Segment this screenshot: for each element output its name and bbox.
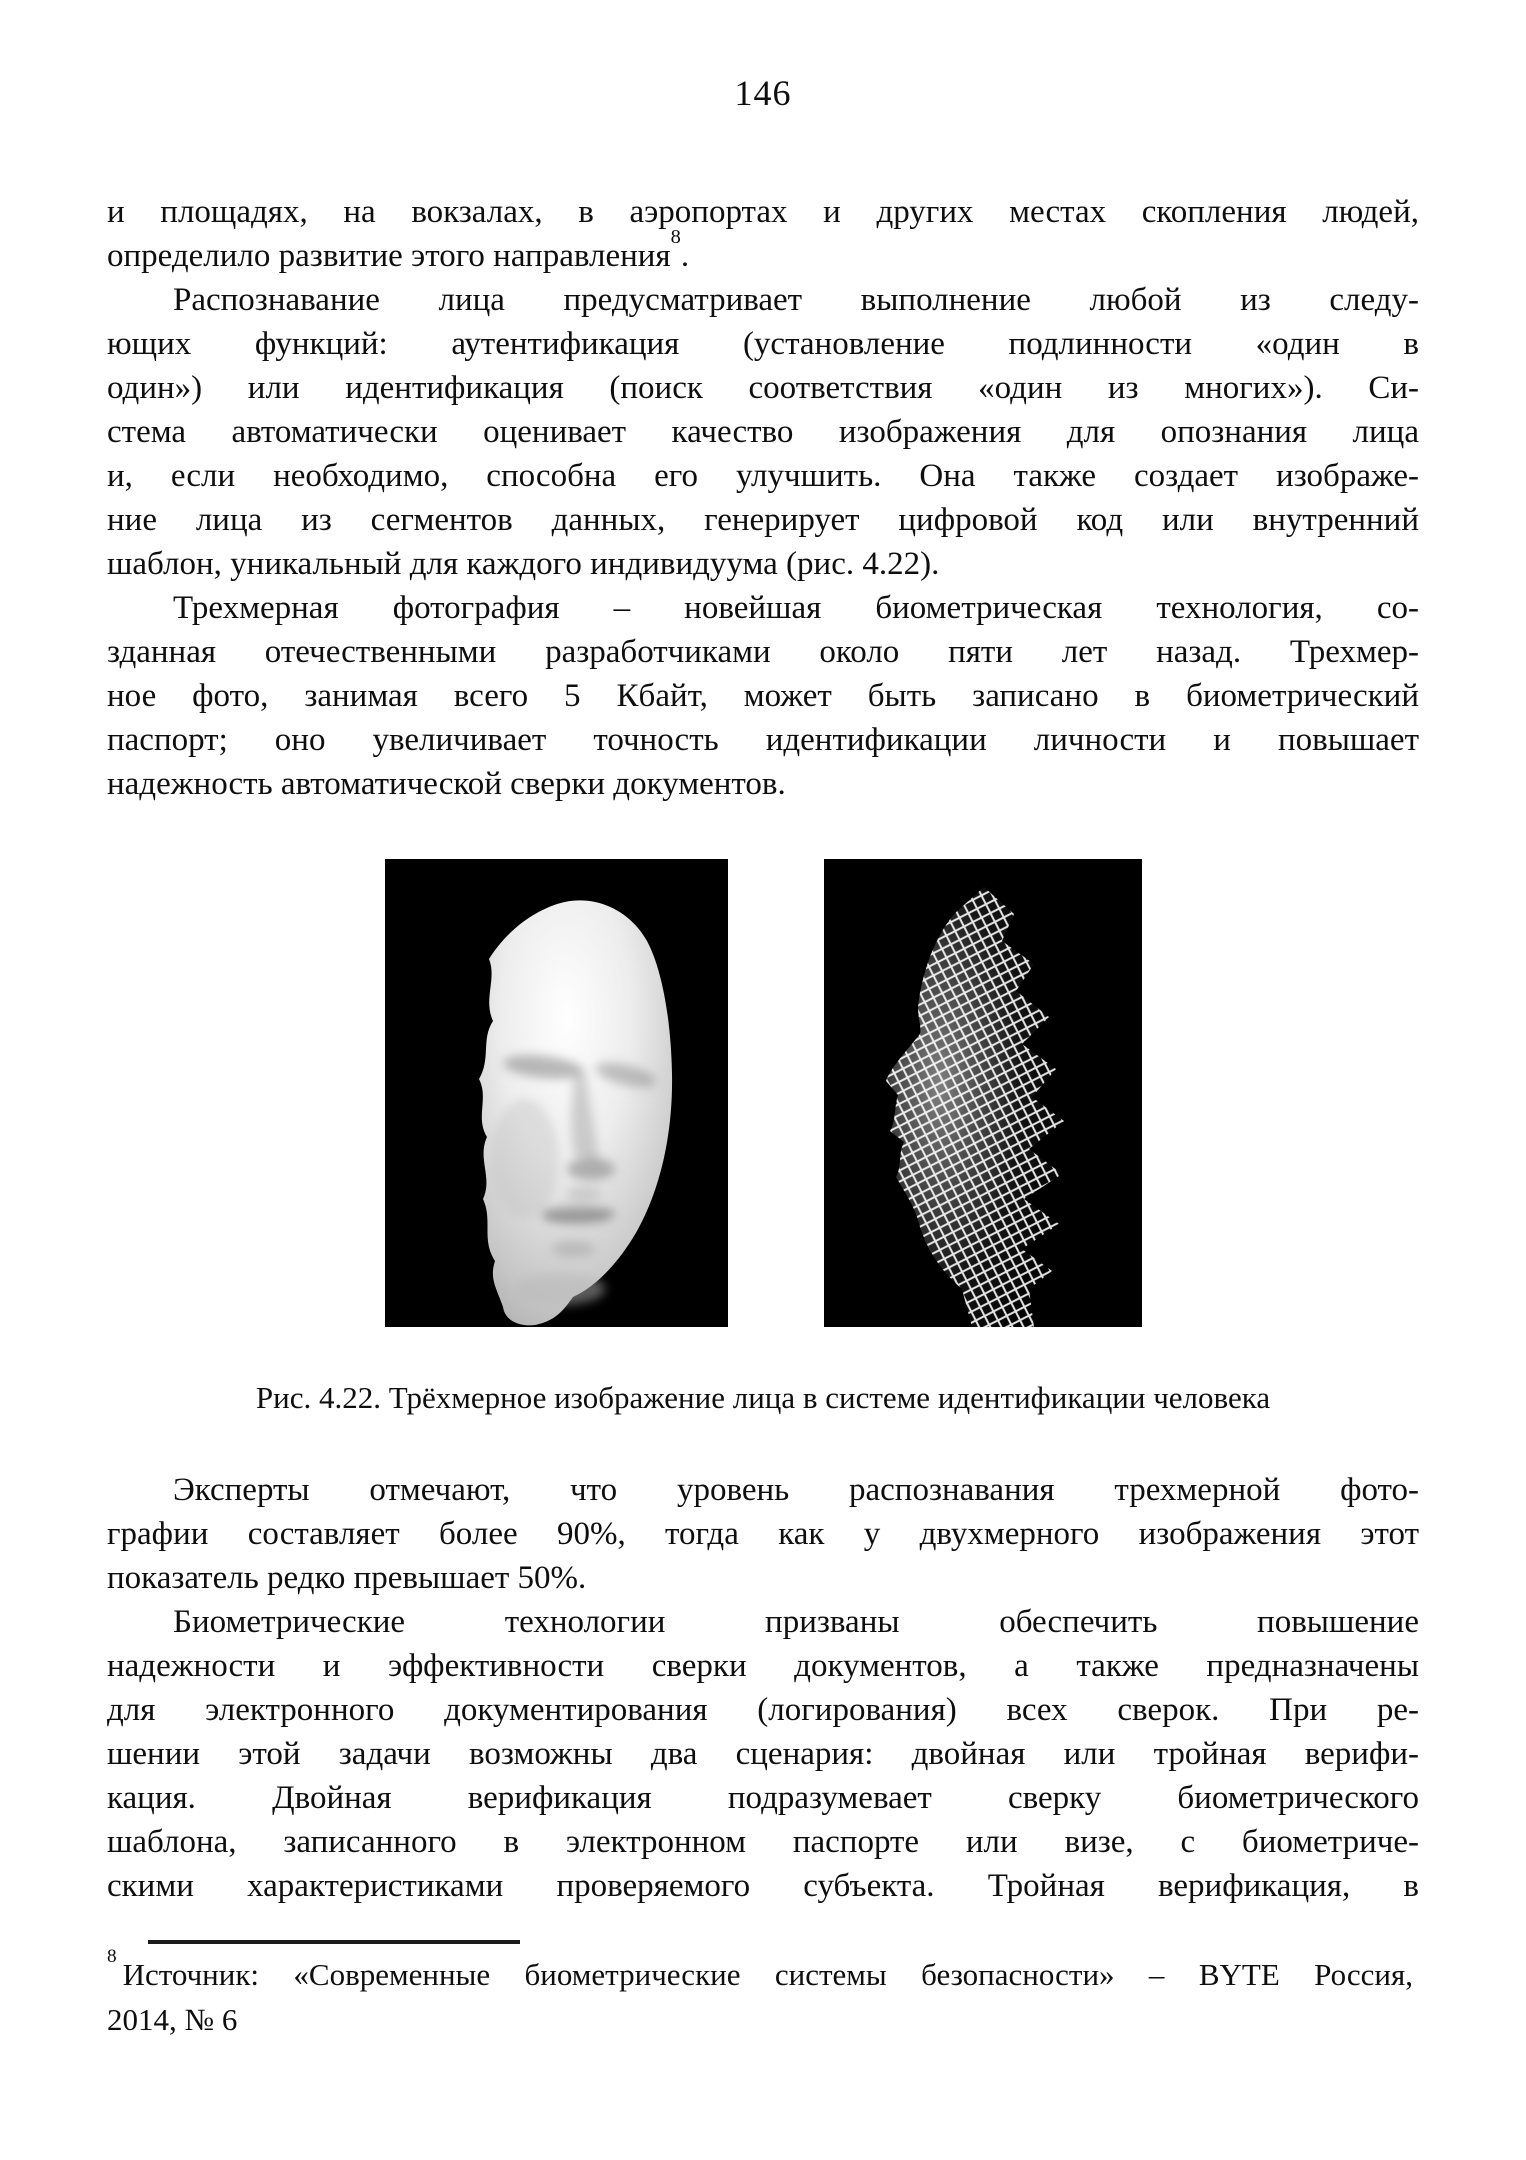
figure-image-3d-face-mesh xyxy=(824,859,1142,1327)
body-line: один») или идентификация (поиск соответствия «один из многих»). Си- xyxy=(107,370,1419,406)
body-line: и, если необходимо, способна его улучшить. Она также создает изображе- xyxy=(107,458,1419,494)
body-line: надежность автоматической сверки документов. xyxy=(107,766,786,802)
page-number: 146 xyxy=(734,73,792,113)
footnote-ref-marker: 8 xyxy=(670,225,681,248)
face-render-graphic xyxy=(385,859,728,1327)
figure-image-3d-face-solid xyxy=(385,859,728,1327)
body-line: зданная отечественными разработчиками около пяти лет назад. Трехмер- xyxy=(107,634,1419,670)
body-line-text: определило развитие этого направления xyxy=(107,238,671,274)
body-line: паспорт; оно увеличивает точность идентификации личности и повышает xyxy=(107,722,1419,758)
body-line: скими характеристиками проверяемого субъекта. Тройная верификация, в xyxy=(107,1868,1419,1904)
body-line: надежности и эффективности сверки документов, а также предназначены xyxy=(107,1648,1419,1684)
footnote-text: Источник: «Современные биометрические системы безопасности» – BYTE Россия, xyxy=(122,1957,1413,1992)
body-line: шаблона, записанного в электронном паспорте или визе, с биометриче- xyxy=(107,1824,1419,1860)
body-line: и площадях, на вокзалах, в аэропортах и других местах скопления людей, xyxy=(107,194,1419,230)
footnote-marker: 8 xyxy=(107,1946,117,1968)
footnote xyxy=(107,1946,1413,2042)
footnote-line xyxy=(107,1946,1413,1997)
body-line: показатель редко превышает 50%. xyxy=(107,1560,587,1596)
body-text-upper xyxy=(107,190,1419,806)
body-line: шении этой задачи возможны два сценария: двойная или тройная верифи- xyxy=(107,1736,1419,1772)
body-line: для электронного документирования (логирования) всех сверок. При ре- xyxy=(107,1692,1419,1728)
body-line: шаблон, уникальный для каждого индивидуума (рис. 4.22). xyxy=(107,546,940,582)
body-line: Трехмерная фотография – новейшая биометрическая технология, со- xyxy=(173,590,1419,626)
body-line: кация. Двойная верификация подразумевает сверку биометрического xyxy=(107,1780,1419,1816)
mesh-render-graphic xyxy=(824,859,1142,1327)
body-line: Эксперты отмечают, что уровень распознавания трехмерной фото- xyxy=(173,1472,1419,1508)
body-line: графии составляет более 90%, тогда как у двухмерного изображения этот xyxy=(107,1516,1419,1552)
footnote-line: 2014, № 6 xyxy=(107,2002,238,2037)
body-text-lower xyxy=(107,1468,1419,1908)
body-line: ние лица из сегментов данных, генерирует цифровой код или внутренний xyxy=(107,502,1419,538)
footnote-divider xyxy=(148,1940,520,1944)
body-line: стема автоматически оценивает качество изображения для опознания лица xyxy=(107,414,1419,450)
body-line xyxy=(107,225,1419,278)
body-line: Распознавание лица предусматривает выполнение любой из следу- xyxy=(173,282,1419,318)
body-line: Биометрические технологии призваны обеспечить повышение xyxy=(173,1604,1419,1640)
body-line: ющих функций: аутентификация (установление подлинности «один в xyxy=(107,326,1419,362)
body-line: ное фото, занимая всего 5 Кбайт, может быть записано в биометрический xyxy=(107,678,1419,714)
figure-4-22 xyxy=(0,859,1526,1327)
figure-caption: Рис. 4.22. Трёхмерное изображение лица в системе идентификации человека xyxy=(255,1380,1271,1415)
body-line-text: . xyxy=(680,238,690,274)
